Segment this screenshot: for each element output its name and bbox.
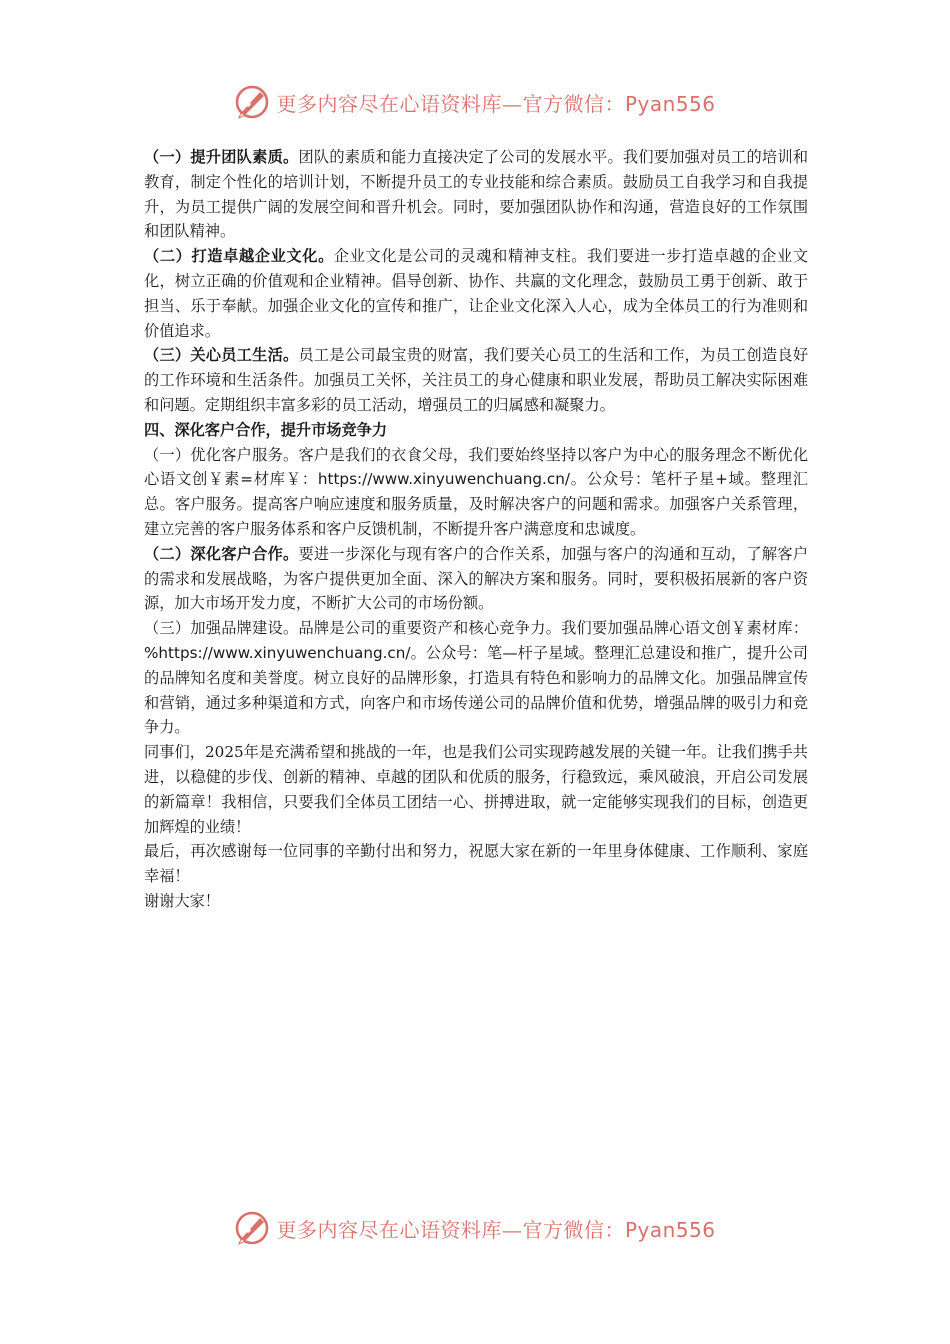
header-banner xyxy=(0,82,950,122)
paragraph-team-quality: （一）提升团队素质。团队的素质和能力直接决定了公司的发展水平。我们要加强对员工的培训和教育，制定个性化的培训计划，不断提升员工的专业技能和综合素质。鼓励员工自我学习和自我提升，为员工提供广阔的发展空间和晋升机会。同时，要加强团队协作和沟通，营造良好的工作氛围和团队精神。 xyxy=(144,148,809,241)
banner-inner xyxy=(234,84,715,120)
paragraph-customer-service: （一）优化客户服务。客户是我们的衣食父母，我们要始终坚持以客户为中心的服务理念不断优化心语文创￥素=材库￥：https://www.xinyuwenchuang.cn/。公众号：笔杆子星+域。整理汇总。客户服务。提高客户响应速度和服务质量，及时解决客户的问题和需求。加强客户关系管理，建立完善的客户服务体系和客户反馈机制，不断提升客户满意度和忠诚度。 xyxy=(144,445,808,538)
paragraph-brand-building: （三）加强品牌建设。品牌是公司的重要资产和核心竞争力。我们要加强品牌心语文创￥素材库：%https://www.xinyuwenchuang.cn/。公众号：笔—杆子星域。整理汇总建设和推广，提升公司的品牌知名度和美誉度。树立良好的品牌形象，打造具有特色和影响力的品牌文化。加强品牌宣传和营销，通过多种渠道和方式，向客户和市场传递公司的品牌价值和优势，增强品牌的吸引力和竞争力。 xyxy=(144,619,808,737)
paragraph-employee-care: （三）关心员工生活。员工是公司最宝贵的财富，我们要关心员工的生活和工作，为员工创造良好的工作环境和生活条件。加强员工关怀，关注员工的身心健康和职业发展，帮助员工解决实际困难和问题。定期组织丰富多彩的员工活动，增强员工的归属感和凝聚力。 xyxy=(144,346,809,414)
document-body xyxy=(144,145,808,914)
paragraph-corporate-culture: （二）打造卓越企业文化。企业文化是公司的灵魂和精神支柱。我们要进一步打造卓越的企业文化，树立正确的价值观和企业精神。倡导创新、协作、共赢的文化理念，鼓励员工勇于创新、敢于担当、乐于奉献。加强企业文化的宣传和推广，让企业文化深入人心，成为全体员工的行为准则和价值追求。 xyxy=(144,247,809,340)
pen-logo-icon xyxy=(234,1210,270,1246)
paragraph-thanks: 最后，再次感谢每一位同事的辛勤付出和努力，祝愿大家在新的一年里身体健康、工作顺利、家庭幸福！ xyxy=(144,842,808,886)
banner-text: 更多内容尽在心语资料库—官方微信：Pyan556 xyxy=(276,1217,716,1242)
paragraph-final: 谢谢大家！ xyxy=(144,891,220,910)
section-heading-customer: 四、深化客户合作，提升市场竞争力 xyxy=(144,420,387,439)
paragraph-closing: 同事们，2025年是充满希望和挑战的一年，也是我们公司实现跨越发展的关键一年。让我们携手共进，以稳健的步伐、创新的精神、卓越的团队和优质的服务，行稳致远，乘风破浪，开启公司发展的新篇章！我相信，只要我们全体员工团结一心、拼搏进取，就一定能够实现我们的目标，创造更加辉煌的业绩！ xyxy=(144,743,808,836)
banner-inner xyxy=(234,1210,715,1246)
pen-logo-icon xyxy=(234,84,270,120)
paragraph-customer-cooperation: （二）深化客户合作。要进一步深化与现有客户的合作关系，加强与客户的沟通和互动，了解客户的需求和发展战略，为客户提供更加全面、深入的解决方案和服务。同时，要积极拓展新的客户资源，加大市场开发力度，不断扩大公司的市场份额。 xyxy=(144,544,809,613)
banner-text: 更多内容尽在心语资料库—官方微信：Pyan556 xyxy=(276,91,716,116)
footer-banner xyxy=(0,1208,950,1248)
